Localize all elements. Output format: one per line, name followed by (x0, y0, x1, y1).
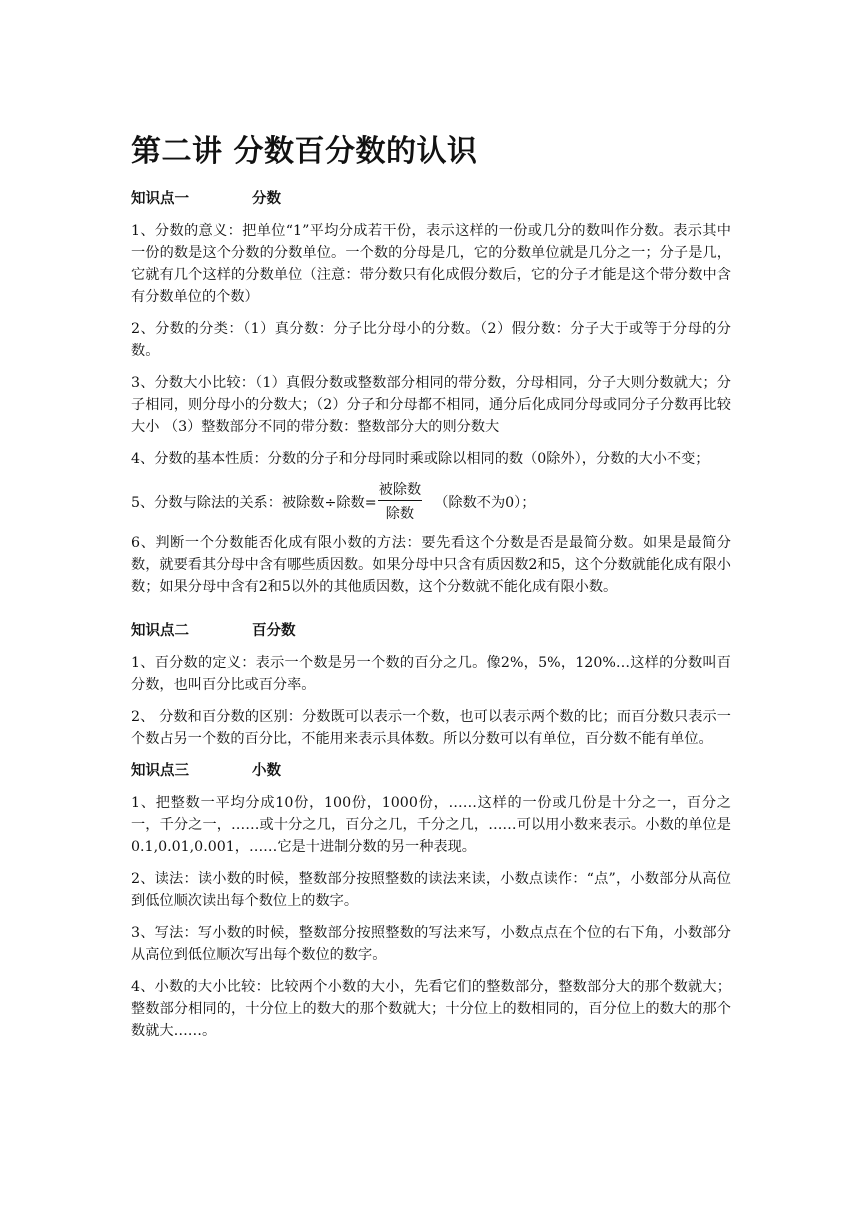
section-heading-percentages (131, 620, 731, 642)
paragraph-decimal-writing: 3、写法：写小数的时候，整数部分按照整数的写法来写，小数点点在个位的右下角，小数部分从高位到低位顺次写出每个数位的数字。 (131, 925, 731, 963)
section-spacer (131, 608, 731, 620)
paragraph-fraction-types: 2、分数的分类：（1）真分数：分子比分母小的分数。（2）假分数：分子大于或等于分母的分数。 (131, 321, 731, 359)
formula-suffix: （除数不为0）； (434, 495, 536, 511)
formula-prefix: 5、分数与除法的关系：被除数÷除数= (131, 495, 377, 511)
paragraph-fraction-division (131, 480, 731, 526)
paragraph-decimal-meaning: 1、把整数一平均分成10份，100份，1000份，……这样的一份或几份是十分之一，百分之一，千分之一，……或十分之几，百分之几，千分之几，……可以用小数来表示。小数的单位是0.1,0.01,0.001，……它是十进制分数的另一种表现。 (131, 795, 731, 855)
fraction-formula (378, 480, 423, 526)
document-page (131, 130, 731, 1052)
section-label: 知识点二 (131, 623, 189, 639)
section-label: 知识点三 (131, 763, 189, 779)
section-label: 知识点一 (131, 191, 189, 207)
section-heading-fractions (131, 188, 731, 210)
section-name: 小数 (252, 763, 281, 779)
section-heading-decimals (131, 760, 731, 782)
section-name: 百分数 (252, 623, 296, 639)
paragraph-fraction-compare: 3、分数大小比较：（1）真假分数或整数部分相同的带分数，分母相同，分子大则分数就大；分子相同，则分母小的分数大；（2）分子和分母都不相同，通分后化成同分母或同分子分数再比较大小 （3）整数部分不同的带分数：整数部分大的则分数大 (131, 375, 731, 435)
section-name: 分数 (252, 191, 281, 207)
page-title: 第二讲 分数百分数的认识 (131, 134, 478, 169)
paragraph-finite-decimal: 6、判断一个分数能否化成有限小数的方法：要先看这个分数是否是最简分数。如果是最简分数，就要看其分母中含有哪些质因数。如果分母中只含有质因数2和5，这个分数就能化成有限小数；如果分母中含有2和5以外的其他质因数，这个分数就不能化成有限小数。 (131, 535, 731, 595)
paragraph-decimal-reading: 2、读法：读小数的时候，整数部分按照整数的读法来读，小数点读作：“点”，小数部分从高位到低位顺次读出每个数位上的数字。 (131, 871, 731, 909)
fraction-numerator: 被除数 (378, 480, 423, 501)
paragraph-percent-difference: 2、 分数和百分数的区别：分数既可以表示一个数，也可以表示两个数的比；而百分数只表示一个数占另一个数的百分比，不能用来表示具体数。所以分数可以有单位，百分数不能有单位。 (131, 709, 731, 747)
fraction-denominator: 除数 (385, 506, 415, 522)
paragraph-percent-definition: 1、百分数的定义：表示一个数是另一个数的百分之几。像2%，5%，120%…这样的分数叫百分数，也叫百分比或百分率。 (131, 655, 731, 693)
paragraph-fraction-property: 4、分数的基本性质：分数的分子和分母同时乘或除以相同的数（0除外），分数的大小不变； (131, 451, 710, 467)
paragraph-fraction-meaning: 1、分数的意义：把单位“1”平均分成若干份，表示这样的一份或几分的数叫作分数。表示其中一份的数是这个分数的分数单位。一个数的分母是几，它的分数单位就是几分之一；分子是几，它就有几个这样的分数单位（注意：带分数只有化成假分数后，它的分子才能是这个带分数中含有分数单位的个数） (131, 223, 731, 305)
paragraph-decimal-compare: 4、小数的大小比较：比较两个小数的大小，先看它们的整数部分，整数部分大的那个数就大；整数部分相同的，十分位上的数大的那个数就大；十分位上的数相同的，百分位上的数大的那个数就大……。 (131, 979, 731, 1039)
